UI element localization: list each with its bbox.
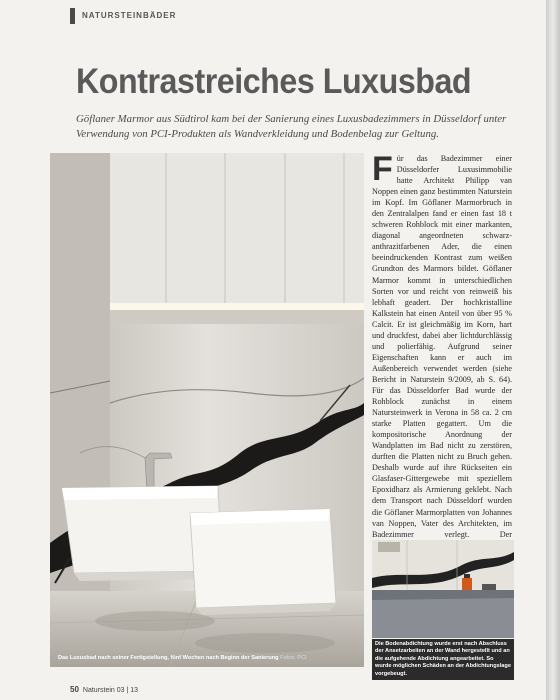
construction-photo	[372, 540, 514, 638]
article-body	[372, 150, 512, 551]
main-photo-caption	[58, 655, 307, 661]
photo-credit: Fotos: PCI	[280, 655, 307, 661]
page-number: 50	[70, 685, 79, 694]
next-page-edge	[546, 0, 560, 700]
article-title: Kontrastreiches Luxusbad	[76, 62, 472, 101]
magazine-name: Naturstein	[82, 687, 115, 694]
main-photo-caption-text: Das Luxusbad nach seiner Fertigstellung, fünf Wochen nach Beginn der Sanierung	[58, 655, 279, 661]
section-label: NATURSTEINBÄDER	[82, 11, 177, 20]
construction-illustration	[372, 540, 514, 638]
section-marker	[70, 8, 75, 24]
drop-cap: F	[372, 150, 393, 188]
page-footer	[70, 685, 138, 694]
bathroom-illustration	[50, 153, 364, 667]
article-lead: Göflaner Marmor aus Südtirol kam bei der Sanierung eines Luxusbadezimmers in Düsseldorf unter Verwendung von PCI-Produkten als Wandverkleidung und Bodenbelag zur Geltung.	[76, 113, 507, 140]
construction-photo-caption: Die Bodenabdichtung wurde erst nach Abschluss der Ansetzarbeiten an der Wand hergestellt und an die aufgehende Abdichtung angearbeitet. So wurde möglichen Schäden an der Abdichtungslage vorgebeugt.	[372, 639, 514, 680]
issue-number: 03 | 13	[116, 687, 139, 694]
bathroom-photo	[50, 153, 364, 667]
article-body-text: ür das Badezimmer einer Düsseldorfer Luxusimmobilie hatte Architekt Philipp van Noppen einen ganz bestimmten Naturstein im Kopf. Im Göflaner Marmorbruch in den Zentralalpen fand er einen fast 18 t schweren Rohblock mit einer markanten, diagonal angeordneten schwarz-anthrazitfarbenen Ader, die einen beeindruckenden Kontrast zum weißen Grundton des Marmors bildet. Göflaner Marmor kommt in unterschiedlichen Sorten vor und reicht von reinweiß bis lebhaft geadert. Der hochkristalline Kalkstein hat einen Anteil von über 95 % Calcit. Er ist gleichmäßig im Korn, hart und druckfest, dabei aber lichtdurchlässig und polierfähig. Aufgrund seiner Eigenschaften kann er auch im Außenbereich verwendet werden (siehe Bericht in Naturstein 9/2009, ab S. 64). Für das Düsseldorfer Bad wurde der Rohblock zunächst in einem Natursteinwerk in Verona in 58 ca. 2 cm starke Platten gegattert. Um die kompositorische Anordnung der Wandplatten im Bad nicht zu zerstören, durften die Platten nicht zu Bruch gehen. Deshalb wurde auf ihre Rückseiten ein Glasfaser-Gittergewebe mit speziellem Epoxidharz als Armierung geklebt. Nach dem Transport nach Düsseldorf wurden die Göflaner Marmorplatten von Johannes van Noppen, Vater des Architekten, im Badezimmer verlegt. Der	[372, 154, 512, 539]
